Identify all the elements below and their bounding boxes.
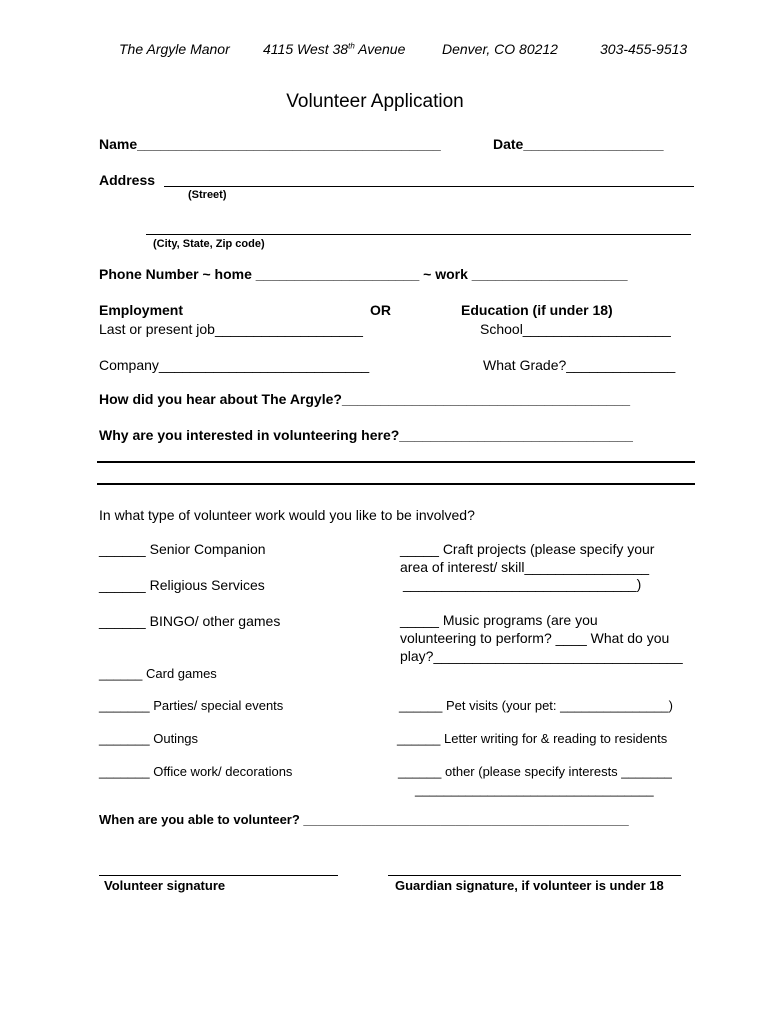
craft-skill-field[interactable]: area of interest/ skill________________ — [400, 559, 650, 575]
volunteer-signature-label: Volunteer signature — [104, 878, 226, 893]
option-card-games[interactable]: ______ Card games — [99, 666, 217, 681]
org-phone: 303-455-9513 — [600, 41, 688, 57]
last-job-field[interactable]: Last or present job___________________ — [99, 321, 363, 337]
craft-skill-continued[interactable]: ______________________________) — [403, 576, 642, 592]
date-field[interactable]: Date__________________ — [493, 136, 664, 152]
street-number: 4115 West 38 — [263, 41, 349, 57]
work-question: In what type of volunteer work would you like to be involved? — [99, 507, 475, 523]
city-line[interactable] — [146, 234, 691, 235]
other-interests-field[interactable]: _________________________________ — [415, 782, 654, 797]
company-field[interactable]: Company___________________________ — [99, 357, 370, 373]
city-hint: (City, State, Zip code) — [153, 238, 265, 250]
guardian-signature-label: Guardian signature, if volunteer is under 18 — [395, 878, 664, 893]
option-senior-companion[interactable]: ______ Senior Companion — [99, 541, 266, 557]
street-suffix: th — [348, 41, 355, 51]
option-music-programs[interactable]: _____ Music programs (are you — [400, 612, 598, 628]
employment-heading: Employment — [99, 302, 184, 318]
education-heading: Education (if under 18) — [461, 302, 613, 318]
address-label: Address — [99, 172, 156, 188]
option-religious-services[interactable]: ______ Religious Services — [99, 577, 265, 593]
phone-field[interactable]: Phone Number ~ home _____________________ ~ work ____________________ — [99, 266, 628, 282]
option-office-work[interactable]: _______ Office work/ decorations — [99, 764, 293, 779]
music-play-field[interactable]: play?________________________________ — [400, 648, 683, 664]
music-perform-field[interactable]: volunteering to perform? ____ What do you — [400, 630, 670, 646]
option-craft-projects[interactable]: _____ Craft projects (please specify your — [400, 541, 655, 557]
why-line-1[interactable] — [97, 461, 695, 463]
grade-field[interactable]: What Grade?______________ — [483, 357, 676, 373]
guardian-signature-line[interactable] — [388, 875, 681, 876]
name-field[interactable]: Name_______________________________________ — [99, 136, 441, 152]
availability-field[interactable]: When are you able to volunteer? _____________________________________________ — [99, 812, 629, 827]
or-label: OR — [370, 302, 391, 318]
option-pet-visits[interactable]: ______ Pet visits (your pet: _______________) — [399, 698, 673, 713]
option-other[interactable]: ______ other (please specify interests _______ — [398, 764, 672, 779]
option-outings[interactable]: _______ Outings — [99, 731, 199, 746]
why-line-2[interactable] — [97, 483, 695, 485]
option-parties[interactable]: _______ Parties/ special events — [99, 698, 284, 713]
why-field[interactable]: Why are you interested in volunteering here?______________________________ — [99, 427, 633, 443]
page-title: Volunteer Application — [286, 91, 464, 112]
volunteer-signature-line[interactable] — [99, 875, 338, 876]
street-hint: (Street) — [188, 189, 227, 201]
org-address — [263, 41, 405, 57]
org-name: The Argyle Manor — [119, 41, 230, 57]
school-field[interactable]: School___________________ — [480, 321, 671, 337]
org-city: Denver, CO 80212 — [442, 41, 558, 57]
option-letter-writing[interactable]: ______ Letter writing for & reading to residents — [397, 731, 668, 746]
street-line[interactable] — [164, 186, 694, 187]
hear-field[interactable]: How did you hear about The Argyle?_____________________________________ — [99, 391, 631, 407]
street-type: Avenue — [354, 41, 406, 57]
option-bingo[interactable]: ______ BINGO/ other games — [99, 613, 281, 629]
